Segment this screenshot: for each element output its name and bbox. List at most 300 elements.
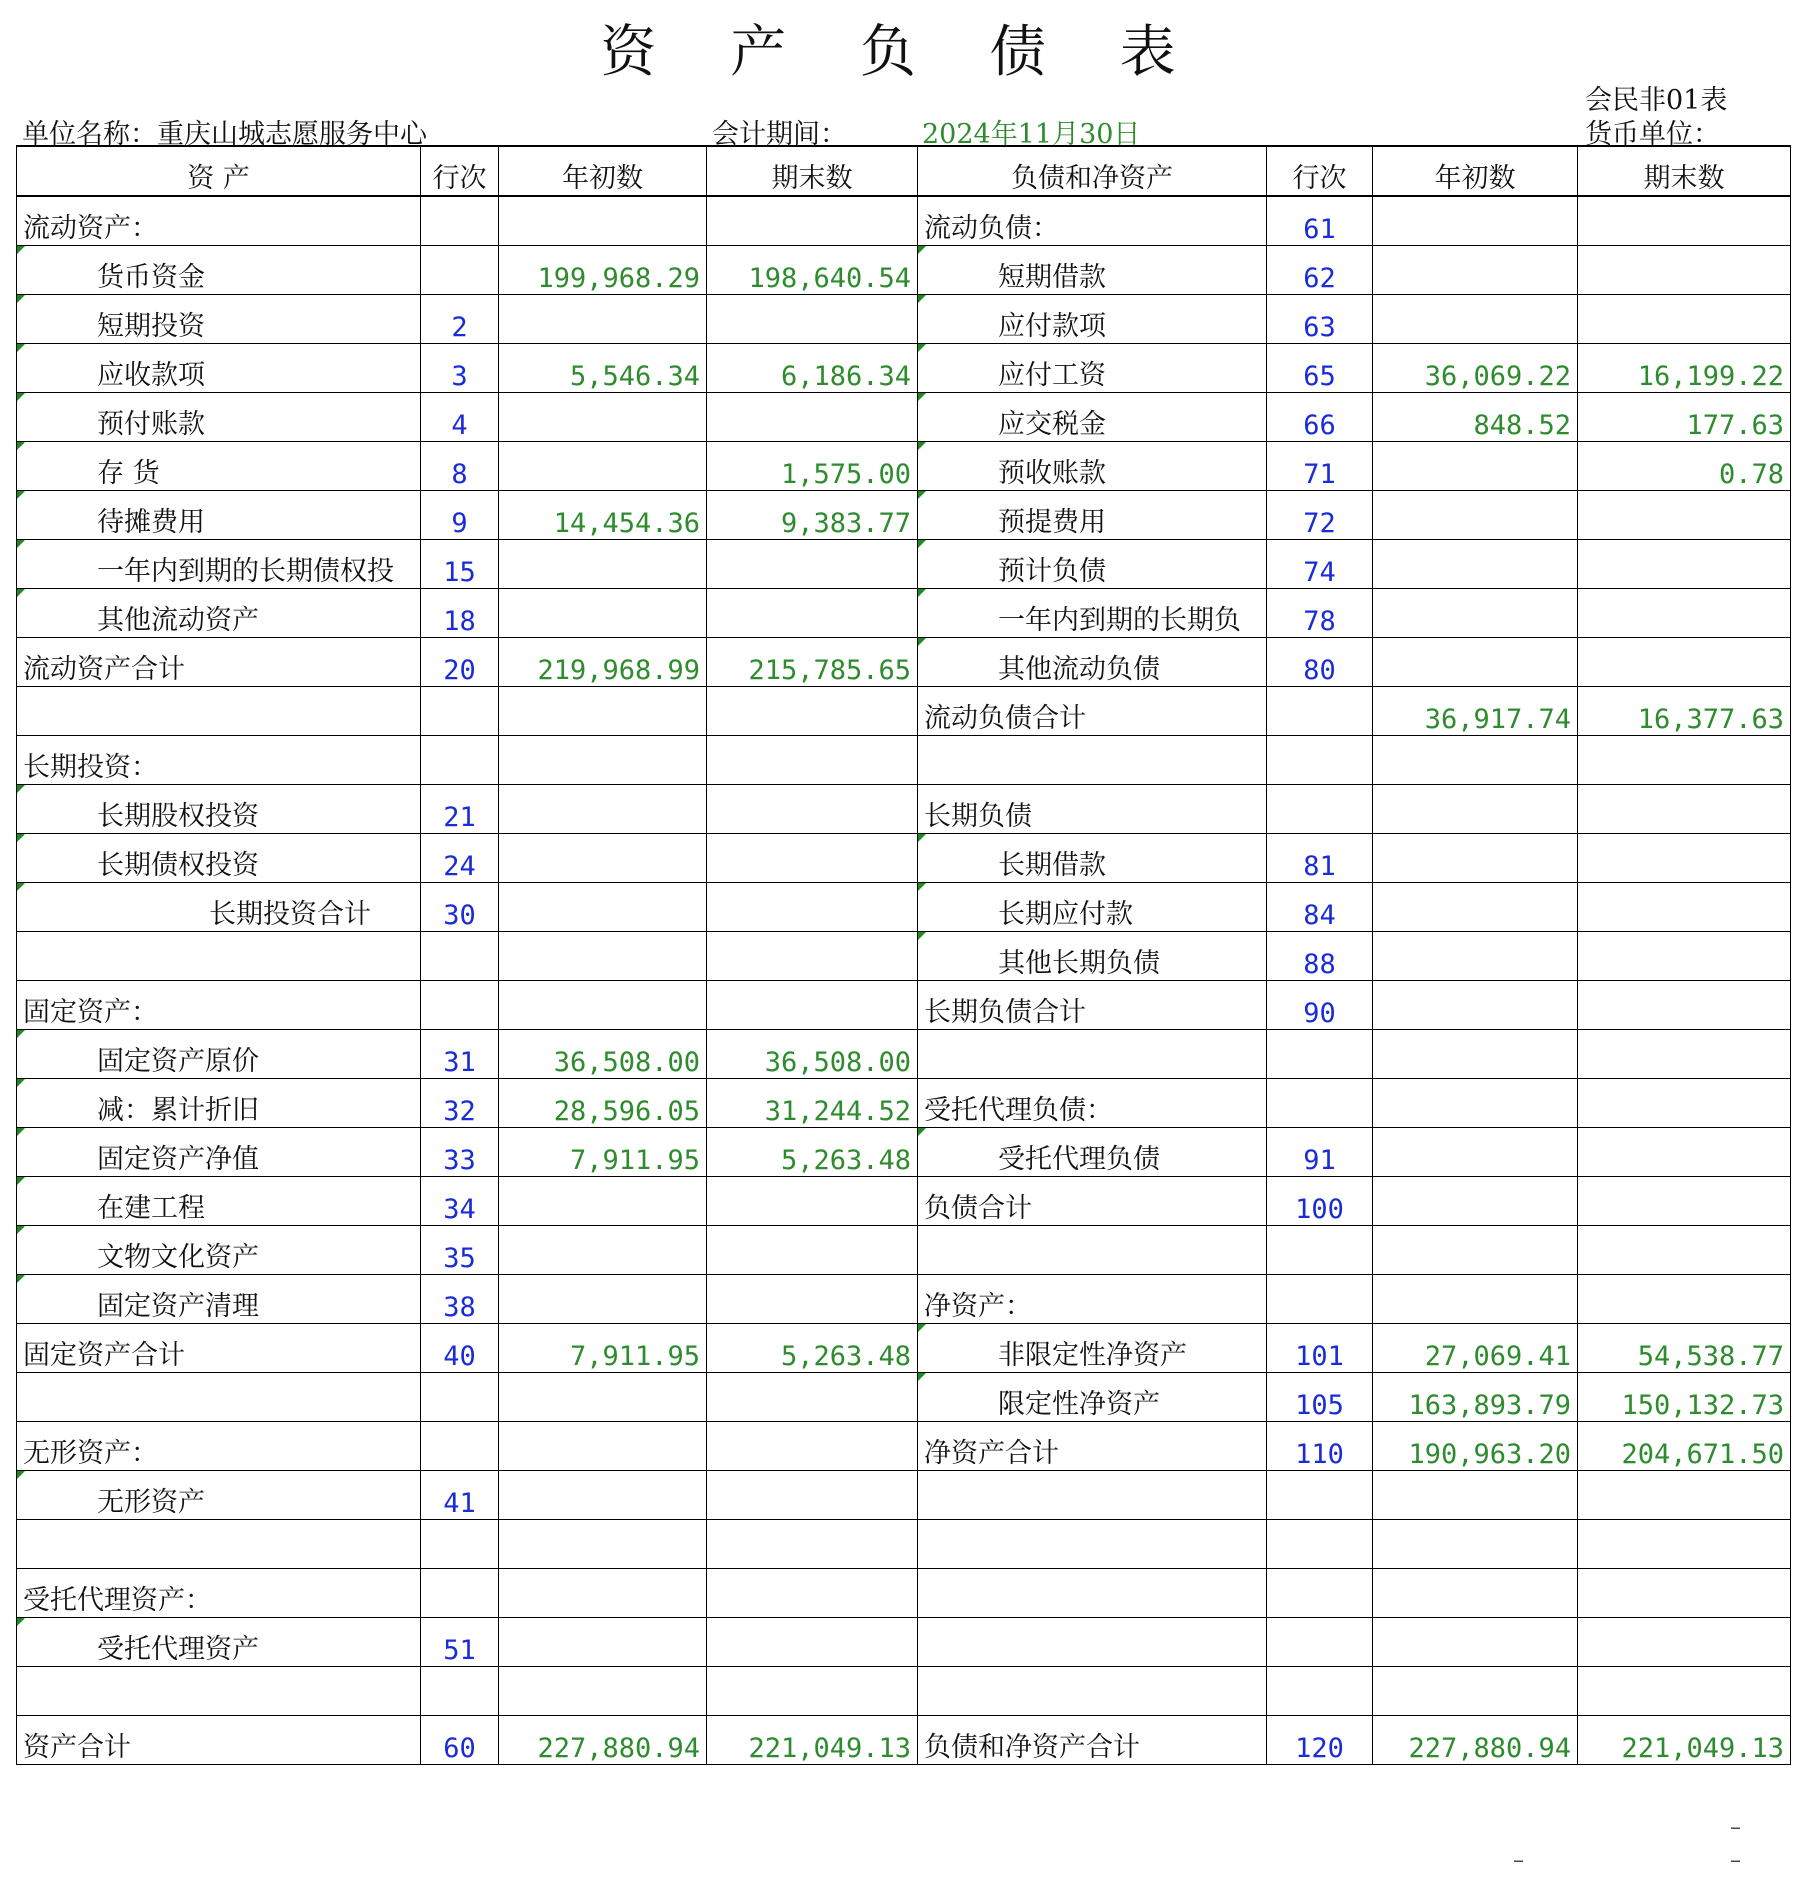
asset-end-value [707, 687, 918, 736]
liability-begin-value [1373, 295, 1578, 344]
liability-begin-value [1373, 1030, 1578, 1079]
liability-end-value: 0.78 [1578, 442, 1791, 491]
liability-begin-value [1373, 1275, 1578, 1324]
asset-end-value [707, 1520, 918, 1569]
asset-row-no [421, 981, 499, 1030]
liability-label: 长期负债 [918, 785, 1267, 834]
liability-label [918, 736, 1267, 785]
asset-row-no: 35 [421, 1226, 499, 1275]
table-row [17, 1324, 1791, 1373]
liability-row-no: 84 [1267, 883, 1373, 932]
liability-row-no: 101 [1267, 1324, 1373, 1373]
liability-label: 流动负债合计 [918, 687, 1267, 736]
asset-end-value [707, 834, 918, 883]
asset-end-value [707, 1422, 918, 1471]
liability-label [918, 1618, 1267, 1667]
asset-begin-value [499, 736, 707, 785]
asset-end-value: 198,640.54 [707, 246, 918, 295]
table-row [17, 295, 1791, 344]
liability-begin-value [1373, 196, 1578, 246]
liability-end-value [1578, 1226, 1791, 1275]
asset-end-value: 1,575.00 [707, 442, 918, 491]
table-row [17, 196, 1791, 246]
asset-label: 减：累计折旧 [17, 1079, 421, 1128]
liability-row-no: 78 [1267, 589, 1373, 638]
asset-begin-value [499, 589, 707, 638]
liability-label [918, 1226, 1267, 1275]
liability-end-value [1578, 932, 1791, 981]
liability-begin-value [1373, 1226, 1578, 1275]
asset-end-value: 221,049.13 [707, 1716, 918, 1765]
asset-label: 长期投资合计 [17, 883, 421, 932]
asset-begin-value: 7,911.95 [499, 1128, 707, 1177]
asset-row-no: 9 [421, 491, 499, 540]
asset-row-no [421, 687, 499, 736]
asset-begin-value: 199,968.29 [499, 246, 707, 295]
liability-begin-value: 227,880.94 [1373, 1716, 1578, 1765]
asset-label: 无形资产： [17, 1422, 421, 1471]
balance-sheet-table [16, 145, 1791, 1765]
asset-label: 长期投资： [17, 736, 421, 785]
asset-row-no: 41 [421, 1471, 499, 1520]
table-row [17, 1030, 1791, 1079]
liability-end-value [1578, 1569, 1791, 1618]
table-row [17, 981, 1791, 1030]
asset-row-no [421, 196, 499, 246]
liability-label: 负债合计 [918, 1177, 1267, 1226]
asset-end-value [707, 1618, 918, 1667]
liability-end-value: 221,049.13 [1578, 1716, 1791, 1765]
liability-end-value [1578, 785, 1791, 834]
asset-row-no [421, 1569, 499, 1618]
asset-begin-value [499, 1667, 707, 1716]
asset-begin-value [499, 981, 707, 1030]
liability-end-value [1578, 883, 1791, 932]
asset-label: 存 货 [17, 442, 421, 491]
asset-row-no [421, 1373, 499, 1422]
liability-row-no [1267, 1079, 1373, 1128]
asset-label: 资产合计 [17, 1716, 421, 1765]
asset-begin-value [499, 1520, 707, 1569]
liability-label [918, 1520, 1267, 1569]
liability-row-no: 61 [1267, 196, 1373, 246]
table-row [17, 1471, 1791, 1520]
asset-begin-value [499, 1373, 707, 1422]
asset-label: 短期投资 [17, 295, 421, 344]
table-row [17, 1226, 1791, 1275]
currency-label: 货币单位： [1585, 119, 1720, 150]
asset-row-no: 24 [421, 834, 499, 883]
table-row [17, 491, 1791, 540]
asset-row-no [421, 1520, 499, 1569]
liability-label [918, 1667, 1267, 1716]
form-code: 会民非01表 [1585, 85, 1728, 116]
liability-begin-value [1373, 736, 1578, 785]
asset-row-no [421, 1667, 499, 1716]
asset-begin-value [499, 1422, 707, 1471]
asset-end-value [707, 196, 918, 246]
liability-end-value: 16,377.63 [1578, 687, 1791, 736]
liability-row-no: 72 [1267, 491, 1373, 540]
table-row [17, 1373, 1791, 1422]
asset-begin-value [499, 834, 707, 883]
asset-begin-value: 227,880.94 [499, 1716, 707, 1765]
liability-begin-value [1373, 785, 1578, 834]
liability-end-value [1578, 736, 1791, 785]
asset-label [17, 687, 421, 736]
liability-row-no: 66 [1267, 393, 1373, 442]
liability-label: 受托代理负债 [918, 1128, 1267, 1177]
asset-end-value [707, 736, 918, 785]
liability-row-no [1267, 1275, 1373, 1324]
liability-begin-value [1373, 834, 1578, 883]
liability-end-value [1578, 540, 1791, 589]
liability-row-no: 63 [1267, 295, 1373, 344]
asset-begin-value [499, 687, 707, 736]
liability-row-no: 88 [1267, 932, 1373, 981]
header-row-no: 行次 [421, 146, 499, 196]
table-row [17, 393, 1791, 442]
asset-begin-value: 28,596.05 [499, 1079, 707, 1128]
liability-row-no [1267, 1471, 1373, 1520]
liability-label: 应交税金 [918, 393, 1267, 442]
table-row [17, 1422, 1791, 1471]
liability-begin-value: 36,069.22 [1373, 344, 1578, 393]
liability-row-no [1267, 687, 1373, 736]
liability-begin-value [1373, 491, 1578, 540]
liability-end-value: 204,671.50 [1578, 1422, 1791, 1471]
asset-label: 其他流动资产 [17, 589, 421, 638]
liability-label: 长期应付款 [918, 883, 1267, 932]
table-row [17, 589, 1791, 638]
asset-end-value [707, 981, 918, 1030]
asset-begin-value [499, 883, 707, 932]
asset-row-no [421, 932, 499, 981]
asset-row-no: 18 [421, 589, 499, 638]
asset-begin-value: 36,508.00 [499, 1030, 707, 1079]
asset-label [17, 932, 421, 981]
asset-label: 待摊费用 [17, 491, 421, 540]
table-row [17, 785, 1791, 834]
liability-end-value: 177.63 [1578, 393, 1791, 442]
asset-row-no: 15 [421, 540, 499, 589]
asset-row-no: 51 [421, 1618, 499, 1667]
asset-row-no: 32 [421, 1079, 499, 1128]
header-liabilities: 负债和净资产 [918, 146, 1267, 196]
liability-row-no: 91 [1267, 1128, 1373, 1177]
table-row [17, 1079, 1791, 1128]
liability-begin-value: 36,917.74 [1373, 687, 1578, 736]
asset-begin-value: 14,454.36 [499, 491, 707, 540]
asset-end-value: 5,263.48 [707, 1324, 918, 1373]
liability-label: 一年内到期的长期负 [918, 589, 1267, 638]
asset-label: 固定资产： [17, 981, 421, 1030]
asset-end-value [707, 393, 918, 442]
header-end-2: 期末数 [1578, 146, 1791, 196]
asset-label: 预付账款 [17, 393, 421, 442]
footer-mark: – [1730, 1815, 1741, 1840]
asset-begin-value [499, 1618, 707, 1667]
asset-end-value [707, 1471, 918, 1520]
liability-label [918, 1030, 1267, 1079]
liability-begin-value [1373, 1177, 1578, 1226]
liability-end-value [1578, 589, 1791, 638]
liability-end-value [1578, 295, 1791, 344]
asset-label: 在建工程 [17, 1177, 421, 1226]
asset-row-no: 8 [421, 442, 499, 491]
table-row [17, 1667, 1791, 1716]
asset-begin-value [499, 1569, 707, 1618]
asset-end-value: 215,785.65 [707, 638, 918, 687]
table-row [17, 1520, 1791, 1569]
asset-begin-value [499, 1177, 707, 1226]
liability-begin-value [1373, 638, 1578, 687]
asset-end-value [707, 589, 918, 638]
asset-begin-value [499, 393, 707, 442]
liability-row-no: 65 [1267, 344, 1373, 393]
liability-row-no: 90 [1267, 981, 1373, 1030]
liability-label: 长期借款 [918, 834, 1267, 883]
asset-label: 文物文化资产 [17, 1226, 421, 1275]
asset-row-no: 4 [421, 393, 499, 442]
table-row [17, 736, 1791, 785]
table-row [17, 638, 1791, 687]
asset-label: 固定资产净值 [17, 1128, 421, 1177]
liability-end-value [1578, 1030, 1791, 1079]
asset-end-value: 9,383.77 [707, 491, 918, 540]
asset-row-no: 20 [421, 638, 499, 687]
liability-begin-value [1373, 1520, 1578, 1569]
liability-label: 预计负债 [918, 540, 1267, 589]
asset-begin-value: 7,911.95 [499, 1324, 707, 1373]
asset-end-value: 5,263.48 [707, 1128, 918, 1177]
asset-end-value [707, 1275, 918, 1324]
table-row [17, 1569, 1791, 1618]
asset-row-no [421, 1422, 499, 1471]
asset-label [17, 1667, 421, 1716]
asset-row-no: 21 [421, 785, 499, 834]
liability-label: 预提费用 [918, 491, 1267, 540]
liability-end-value: 54,538.77 [1578, 1324, 1791, 1373]
liability-label: 净资产： [918, 1275, 1267, 1324]
liability-begin-value [1373, 1079, 1578, 1128]
asset-end-value [707, 1226, 918, 1275]
liability-begin-value [1373, 540, 1578, 589]
liability-label: 应付款项 [918, 295, 1267, 344]
asset-begin-value [499, 1226, 707, 1275]
liability-begin-value [1373, 1618, 1578, 1667]
header-end: 期末数 [707, 146, 918, 196]
liability-begin-value [1373, 981, 1578, 1030]
liability-end-value: 16,199.22 [1578, 344, 1791, 393]
asset-label: 流动资产： [17, 196, 421, 246]
asset-begin-value [499, 932, 707, 981]
liability-begin-value [1373, 1569, 1578, 1618]
liability-row-no: 71 [1267, 442, 1373, 491]
liability-end-value [1578, 1471, 1791, 1520]
liability-end-value: 150,132.73 [1578, 1373, 1791, 1422]
liability-label: 应付工资 [918, 344, 1267, 393]
asset-end-value [707, 295, 918, 344]
liability-begin-value [1373, 442, 1578, 491]
liability-row-no [1267, 785, 1373, 834]
asset-label: 受托代理资产 [17, 1618, 421, 1667]
liability-begin-value [1373, 246, 1578, 295]
liability-begin-value: 848.52 [1373, 393, 1578, 442]
asset-begin-value [499, 295, 707, 344]
asset-row-no: 2 [421, 295, 499, 344]
liability-label: 流动负债： [918, 196, 1267, 246]
liability-row-no: 120 [1267, 1716, 1373, 1765]
asset-label: 固定资产合计 [17, 1324, 421, 1373]
header-begin-2: 年初数 [1373, 146, 1578, 196]
liability-label: 非限定性净资产 [918, 1324, 1267, 1373]
liability-row-no: 80 [1267, 638, 1373, 687]
header-row-no-2: 行次 [1267, 146, 1373, 196]
asset-begin-value [499, 785, 707, 834]
liability-begin-value [1373, 883, 1578, 932]
liability-row-no [1267, 1667, 1373, 1716]
table-row [17, 1128, 1791, 1177]
asset-end-value [707, 932, 918, 981]
period-value: 2024年11月30日 [922, 119, 1141, 150]
asset-row-no: 30 [421, 883, 499, 932]
table-row [17, 246, 1791, 295]
table-row [17, 442, 1791, 491]
asset-row-no: 40 [421, 1324, 499, 1373]
liability-label: 其他长期负债 [918, 932, 1267, 981]
table-row [17, 1275, 1791, 1324]
liability-row-no [1267, 1520, 1373, 1569]
asset-end-value [707, 540, 918, 589]
period-label: 会计期间： [712, 119, 847, 150]
liability-begin-value [1373, 1667, 1578, 1716]
liability-begin-value: 190,963.20 [1373, 1422, 1578, 1471]
asset-end-value: 36,508.00 [707, 1030, 918, 1079]
liability-label: 净资产合计 [918, 1422, 1267, 1471]
asset-end-value [707, 1569, 918, 1618]
header-row [17, 146, 1791, 196]
liability-begin-value [1373, 932, 1578, 981]
asset-row-no: 34 [421, 1177, 499, 1226]
liability-end-value [1578, 638, 1791, 687]
liability-label: 限定性净资产 [918, 1373, 1267, 1422]
asset-label: 流动资产合计 [17, 638, 421, 687]
liability-end-value [1578, 1520, 1791, 1569]
header-assets: 资 产 [17, 146, 421, 196]
asset-row-no: 60 [421, 1716, 499, 1765]
asset-label: 固定资产原价 [17, 1030, 421, 1079]
asset-label [17, 1373, 421, 1422]
asset-end-value [707, 1177, 918, 1226]
liability-row-no: 81 [1267, 834, 1373, 883]
unit-name-label: 单位名称：重庆山城志愿服务中心 [22, 119, 427, 150]
asset-begin-value: 5,546.34 [499, 344, 707, 393]
table-row [17, 883, 1791, 932]
header-begin: 年初数 [499, 146, 707, 196]
asset-row-no [421, 736, 499, 785]
asset-row-no [421, 246, 499, 295]
liability-end-value [1578, 981, 1791, 1030]
liability-label: 长期负债合计 [918, 981, 1267, 1030]
liability-end-value [1578, 1667, 1791, 1716]
liability-row-no: 74 [1267, 540, 1373, 589]
liability-row-no [1267, 736, 1373, 785]
asset-label: 长期股权投资 [17, 785, 421, 834]
liability-label [918, 1471, 1267, 1520]
liability-row-no: 62 [1267, 246, 1373, 295]
liability-begin-value: 163,893.79 [1373, 1373, 1578, 1422]
asset-end-value: 6,186.34 [707, 344, 918, 393]
liability-end-value [1578, 1177, 1791, 1226]
asset-end-value [707, 1667, 918, 1716]
liability-row-no [1267, 1030, 1373, 1079]
footer-mark: – [1730, 1848, 1741, 1873]
asset-end-value: 31,244.52 [707, 1079, 918, 1128]
table-row [17, 687, 1791, 736]
liability-row-no: 105 [1267, 1373, 1373, 1422]
liability-begin-value [1373, 589, 1578, 638]
table-row [17, 1618, 1791, 1667]
footer-mark: – [1513, 1848, 1524, 1873]
asset-begin-value [499, 1275, 707, 1324]
liability-begin-value: 27,069.41 [1373, 1324, 1578, 1373]
table-row [17, 834, 1791, 883]
liability-end-value [1578, 1128, 1791, 1177]
asset-begin-value [499, 442, 707, 491]
table-row [17, 1716, 1791, 1765]
asset-label: 固定资产清理 [17, 1275, 421, 1324]
asset-end-value [707, 785, 918, 834]
asset-label: 货币资金 [17, 246, 421, 295]
page-title: 资 产 负 债 表 [600, 20, 1204, 85]
table-row [17, 344, 1791, 393]
table-row [17, 540, 1791, 589]
asset-row-no: 3 [421, 344, 499, 393]
asset-label [17, 1520, 421, 1569]
asset-row-no: 31 [421, 1030, 499, 1079]
liability-begin-value [1373, 1471, 1578, 1520]
liability-row-no [1267, 1226, 1373, 1275]
liability-end-value [1578, 1275, 1791, 1324]
asset-begin-value: 219,968.99 [499, 638, 707, 687]
asset-label: 一年内到期的长期债权投 [17, 540, 421, 589]
liability-end-value [1578, 1618, 1791, 1667]
asset-begin-value [499, 540, 707, 589]
table-row [17, 1177, 1791, 1226]
liability-label: 预收账款 [918, 442, 1267, 491]
liability-label: 短期借款 [918, 246, 1267, 295]
asset-end-value [707, 1373, 918, 1422]
liability-label [918, 1569, 1267, 1618]
asset-row-no: 33 [421, 1128, 499, 1177]
asset-label: 长期债权投资 [17, 834, 421, 883]
liability-end-value [1578, 246, 1791, 295]
liability-row-no [1267, 1569, 1373, 1618]
asset-begin-value [499, 196, 707, 246]
asset-begin-value [499, 1471, 707, 1520]
liability-label: 负债和净资产合计 [918, 1716, 1267, 1765]
asset-label: 应收款项 [17, 344, 421, 393]
liability-end-value [1578, 1079, 1791, 1128]
liability-row-no: 110 [1267, 1422, 1373, 1471]
liability-end-value [1578, 491, 1791, 540]
liability-label: 其他流动负债 [918, 638, 1267, 687]
liability-begin-value [1373, 1128, 1578, 1177]
asset-row-no: 38 [421, 1275, 499, 1324]
liability-end-value [1578, 834, 1791, 883]
asset-label: 受托代理资产： [17, 1569, 421, 1618]
